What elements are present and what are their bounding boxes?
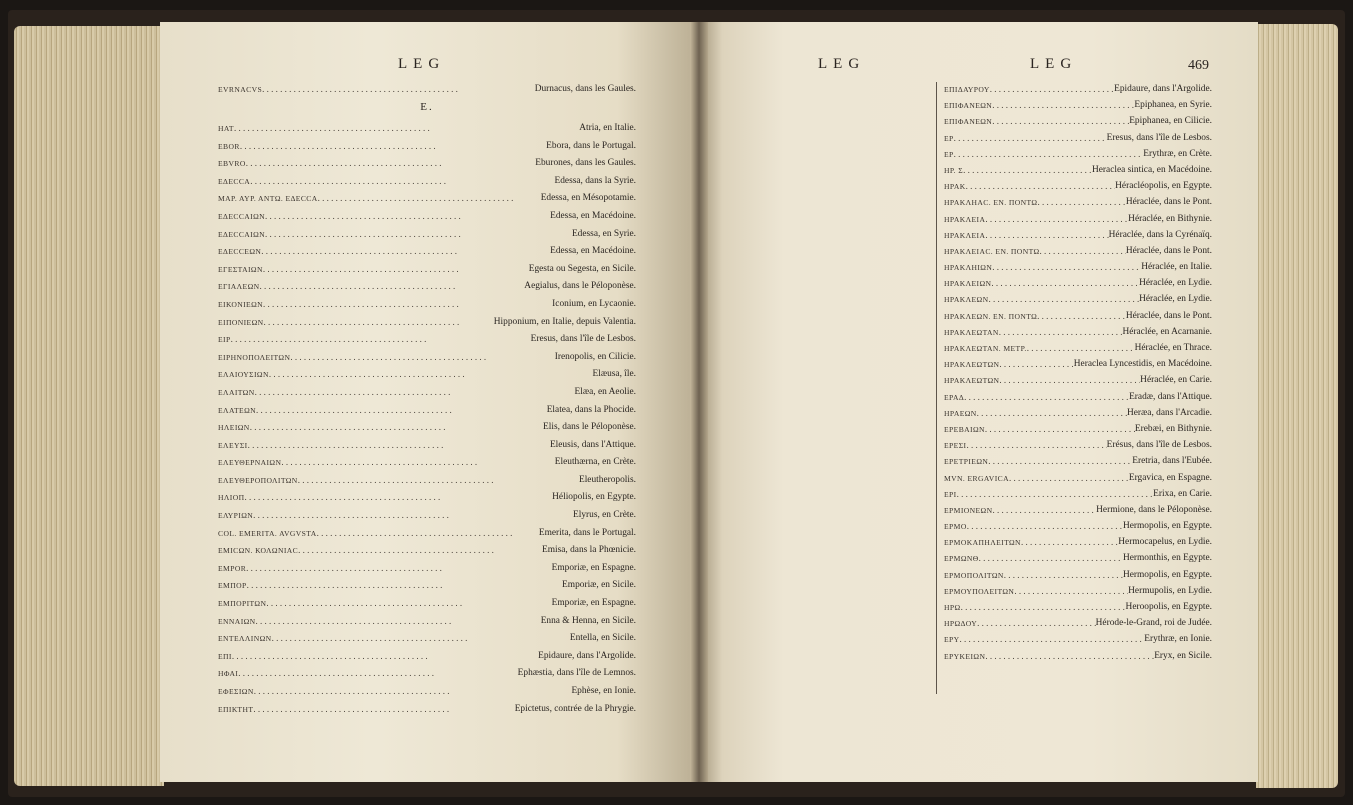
index-entry [944, 230, 1212, 241]
leader-dots [957, 489, 1154, 500]
index-entry [944, 181, 1212, 192]
index-entry [944, 537, 1212, 548]
index-entry [218, 457, 636, 468]
greek-legend: ΕΠΙ [218, 651, 232, 661]
greek-legend: EΔECCAIΩN [218, 211, 266, 221]
leader-dots [245, 492, 553, 503]
index-entry [218, 264, 636, 275]
leader-dots [960, 634, 1145, 645]
leader-dots [961, 602, 1126, 613]
index-entry [218, 246, 636, 257]
place-name: Emerita, dans le Portugal. [538, 527, 636, 538]
greek-legend: ΕΙΡΗΝΟΠΟΛΕΙΤΩΝ [218, 352, 291, 362]
leader-dots [240, 141, 546, 152]
index-entry [218, 387, 636, 398]
greek-legend: ΕΠΙΚΤΗΤ [218, 704, 254, 714]
index-entry [944, 521, 1212, 532]
index-entry [944, 278, 1212, 289]
index-entry [944, 343, 1212, 354]
place-name: Hermocapelus, en Lydie. [1118, 537, 1212, 548]
place-name: Héraclée, dans la Cyrénaïq. [1108, 229, 1212, 240]
leader-dots [272, 633, 570, 644]
leader-dots [298, 545, 542, 556]
place-name: Héraclée, dans le Pont. [1125, 310, 1212, 321]
greek-legend: ΕΡΕΣΙ [944, 441, 967, 451]
greek-legend: ΗΡΑΚΛΗΙΩΝ [944, 263, 993, 273]
leader-dots [231, 334, 531, 345]
index-entry [944, 327, 1212, 338]
index-entry [944, 149, 1212, 160]
place-name: Eleutheropolis. [578, 474, 636, 485]
greek-legend: ENNAIΩN [218, 616, 256, 626]
place-name: Eleuthærna, en Crète. [554, 457, 636, 468]
leader-dots [966, 440, 1106, 451]
place-name: Héraclée, dans le Pont. [1125, 197, 1212, 208]
leader-dots [1027, 343, 1135, 354]
index-entry [218, 352, 636, 363]
greek-legend: ΕΠΙΦΑΝΕΩΝ [944, 117, 993, 127]
greek-legend: ΕΛΑΙΟΥΣΙΩΝ [218, 370, 269, 380]
place-name: Emporiæ, en Espagne. [551, 562, 636, 573]
leader-dots [318, 193, 541, 204]
book-gutter [690, 22, 708, 782]
place-name: Erebæi, en Bithynie. [1134, 423, 1212, 434]
place-name: Egesta ou Segesta, en Sicile. [528, 263, 636, 274]
index-entry [944, 133, 1212, 144]
leader-dots [290, 352, 554, 363]
place-name: Héliopolis, en Egypte. [552, 492, 636, 503]
leader-dots [1037, 311, 1126, 322]
greek-legend: EBVRO [218, 159, 246, 169]
leader-dots [954, 149, 1144, 160]
greek-legend: ΕΓΙΑΛΕΩΝ [218, 282, 260, 292]
place-name: Epidaure, dans l'Argolide. [538, 650, 636, 661]
greek-legend: ΗΡΑΚΛΕΙΑC. ΕΝ. ΠΟΝΤΩ [944, 246, 1040, 256]
index-entry [944, 651, 1212, 662]
greek-legend: ΗΡΑΚΛΕΩΤΩΝ [944, 360, 1000, 370]
place-name: Heraclea sintica, en Macédoine. [1092, 164, 1212, 175]
greek-legend: ΕΛΕΥΘΕΡΝΑΙΩΝ [218, 458, 282, 468]
leader-dots [264, 317, 494, 328]
place-name: Eresus, dans l'île de Lesbos. [530, 334, 636, 345]
index-entry [944, 440, 1212, 451]
place-name: Héraclée, en Bithynie. [1128, 213, 1212, 224]
index-entry [218, 440, 636, 451]
greek-legend: EMPOR [218, 563, 247, 573]
greek-legend: ΗΛΕΙΩΝ [218, 423, 250, 433]
place-name: Elæusa, île. [592, 369, 636, 380]
greek-legend: ΕΡΜΩΝΘ [944, 554, 979, 564]
index-entry [944, 165, 1212, 176]
leader-dots [260, 281, 525, 292]
place-name: Heroopolis, en Egypte. [1125, 602, 1212, 612]
place-name: Emporiæ, en Sicile. [562, 580, 636, 591]
index-entry [218, 686, 636, 697]
leader-dots [967, 521, 1123, 532]
greek-legend: ΕΛΕΥΘΕΡΟΠΟΛΙΤΩΝ [218, 475, 298, 485]
greek-legend: ΕΡΑΔ [944, 392, 965, 402]
leader-dots [963, 165, 1092, 176]
index-entry [218, 176, 636, 187]
leader-dots [250, 422, 543, 433]
index-entry [944, 214, 1212, 225]
index-entry [218, 704, 636, 715]
index-entry [218, 281, 636, 292]
greek-legend: EΔECCAIΩN [218, 229, 266, 239]
place-name: Eresus, dans l'île de Lesbos. [1106, 132, 1212, 143]
place-name: Hermione, dans le Péloponèse. [1096, 504, 1212, 515]
index-entry [944, 100, 1212, 111]
greek-legend: ΕΛΑΤΕΩΝ [218, 405, 256, 415]
place-name: Heræa, dans l'Arcadie. [1127, 407, 1212, 418]
index-entry [944, 456, 1212, 467]
place-name: Epictetus, contrée de la Phrygie. [514, 703, 636, 714]
index-entry [218, 510, 636, 521]
left-page-header: LEG [398, 56, 446, 72]
index-entry [218, 545, 636, 556]
leader-dots [263, 299, 552, 310]
index-entry [218, 334, 636, 345]
place-name: Héraclée, en Lydie. [1139, 278, 1212, 289]
leader-dots [317, 528, 539, 539]
index-entry [218, 405, 636, 416]
right-index-column-b [944, 84, 1212, 667]
index-entry [944, 473, 1212, 484]
greek-legend: ΕΙΡ [218, 335, 231, 345]
greek-legend: ΗΡΑΚΛΕΙΑ [944, 230, 986, 240]
greek-legend: ΗΡΑΚΛΕΩΤΑΝ. ΜΕΤΡ. [944, 344, 1027, 353]
index-entry [944, 634, 1212, 645]
leader-dots [253, 510, 573, 521]
index-entry [218, 563, 636, 574]
greek-legend: ΗΦΑΙ [218, 669, 239, 679]
place-name: Elatea, dans la Phocide. [546, 404, 636, 415]
leader-dots [992, 505, 1096, 516]
leader-dots [265, 229, 572, 240]
greek-legend: ΕΙΠΟΝΙΕΩΝ [218, 317, 264, 327]
place-name: Hermonthis, en Egypte. [1122, 553, 1212, 564]
index-entry [944, 408, 1212, 419]
greek-legend: ΗΡΑΕΩΝ [944, 408, 977, 418]
index-entry [944, 359, 1212, 370]
place-name: Héracléopolis, en Egypte. [1115, 181, 1212, 192]
greek-legend: EΔECCEΩN [218, 247, 262, 257]
place-name: Erixa, en Carie. [1153, 488, 1212, 499]
greek-legend: ΕΡΜΟΠΟΛΙΤΩΝ [944, 570, 1004, 580]
greek-legend: ΗΡΑΚ [944, 182, 966, 192]
greek-legend: ΕΜΙCΩΝ. ΚΟΛΩΝΙΑC [218, 546, 299, 556]
greek-legend: ΕΡΜΟ [944, 522, 967, 532]
greek-legend: ΗΡΑΚΛΕΩΝ. ΕΝ. ΠΟΝΤΩ [944, 311, 1038, 321]
leader-dots [266, 598, 551, 609]
index-entry [944, 197, 1212, 208]
place-name: Hermupolis, en Lydie. [1128, 585, 1212, 596]
place-name: Epidaure, dans l'Argolide. [1114, 84, 1212, 94]
leader-dots [966, 181, 1116, 192]
index-entry [218, 158, 636, 169]
index-entry [218, 369, 636, 380]
greek-legend: ΗΡΑΚΛΕΙΑ [944, 214, 986, 224]
right-page-header-left: LEG [818, 56, 866, 72]
index-entry [944, 424, 1212, 435]
place-name: Héraclée, en Carie. [1140, 375, 1212, 386]
leader-dots [991, 278, 1139, 289]
index-entry [944, 602, 1212, 613]
leader-dots [999, 359, 1073, 370]
leader-dots [1009, 473, 1129, 484]
place-name: Elyrus, en Crète. [572, 510, 636, 521]
greek-legend: ΕΜΠΟΡ [218, 581, 247, 591]
place-name: Edessa, en Macédoine. [550, 210, 636, 221]
index-entry [944, 489, 1212, 500]
leader-dots [1040, 246, 1126, 257]
place-name: Ergavica, en Espagne. [1128, 472, 1212, 483]
place-name: Atria, en Italie. [579, 123, 636, 133]
place-name: Epiphanea, en Cilicie. [1129, 116, 1212, 127]
index-entry [944, 553, 1212, 564]
leader-dots [261, 246, 550, 257]
leader-dots [253, 704, 514, 715]
index-entry [218, 317, 636, 328]
leader-dots [990, 84, 1114, 95]
place-name: Héraclée, dans le Pont. [1125, 245, 1212, 256]
index-entry [218, 229, 636, 240]
place-name: Héraclée, en Italie. [1141, 262, 1212, 273]
index-entry [218, 598, 636, 609]
leader-dots [281, 457, 554, 468]
place-name: Enna & Henna, en Sicile. [540, 615, 636, 626]
greek-legend: ΕΝΤΕΛΛΙΝΩΝ [218, 634, 272, 644]
place-name: Heraclea Lyncestidis, en Macédoine. [1073, 359, 1212, 370]
greek-legend: ΕΛΕΥΣΙ [218, 440, 248, 450]
leader-dots [265, 211, 550, 222]
index-entry [218, 193, 636, 204]
place-name: Iconium, en Lycaonie. [552, 298, 636, 309]
place-name: Aegialus, dans le Péloponèse. [524, 281, 636, 292]
index-entry [944, 586, 1212, 597]
leader-dots [263, 264, 529, 275]
place-name: Eradæ, dans l'Attique. [1129, 391, 1212, 402]
place-name: Ephæstia, dans l'île de Lemnos. [517, 668, 636, 679]
index-entry [218, 299, 636, 310]
place-name: Edessa, dans la Syrie. [554, 175, 636, 186]
leader-dots [985, 424, 1135, 435]
greek-legend: ΕΙΚΟΝΙΕΩΝ [218, 299, 263, 309]
index-entry [944, 262, 1212, 273]
leader-dots [985, 214, 1128, 225]
greek-legend: ΗΛΙΟΠ [218, 493, 245, 503]
index-entry [218, 84, 636, 95]
greek-legend: ΕΡΜΟΚΑΠΗΛΕΙΤΩΝ [944, 538, 1021, 548]
place-name: Ebora, dans le Portugal. [546, 140, 636, 151]
index-entry [944, 375, 1212, 386]
leader-dots [246, 563, 551, 574]
leader-dots [262, 84, 535, 95]
place-name: Héraclée, en Thrace. [1134, 343, 1212, 353]
column-rule [936, 82, 937, 694]
leader-dots [992, 100, 1134, 111]
leader-dots [1004, 570, 1123, 581]
leader-dots [954, 133, 1107, 144]
greek-legend: MVN. ERGAVICA [944, 473, 1009, 483]
place-name: Hérode-le-Grand, roi de Judée. [1095, 618, 1212, 629]
place-name: Emisa, dans la Phœnicie. [542, 545, 636, 556]
place-name: Ephèse, en Ionie. [571, 686, 636, 696]
leader-dots [232, 651, 538, 662]
greek-legend: ΕΓΕΣΤΑΙΩΝ [218, 264, 263, 274]
index-entry [944, 618, 1212, 629]
greek-legend: HAT [218, 124, 234, 133]
greek-legend: ΕΡΕΒΑΙΩΝ [944, 424, 985, 434]
leader-dots [977, 408, 1127, 419]
greek-legend: ΗΡΩΔΟΥ [944, 619, 978, 629]
leader-dots [247, 580, 562, 591]
index-entry [944, 294, 1212, 305]
greek-legend: ΗΡ. Σ [944, 165, 964, 175]
place-name: Irenopolis, en Cilicie. [554, 351, 636, 362]
index-entry [944, 116, 1212, 127]
greek-legend: ΕΦΕΣΙΩΝ [218, 687, 254, 696]
index-entry [944, 84, 1212, 95]
leader-dots [999, 327, 1123, 338]
leader-dots [234, 123, 579, 134]
leader-dots [999, 375, 1140, 386]
place-name: Hermopolis, en Egypte. [1122, 521, 1212, 532]
index-entry [218, 651, 636, 662]
greek-legend: ΕΡΥ [944, 635, 960, 645]
place-name: Erésus, dans l'île de Lesbos. [1106, 440, 1212, 451]
greek-legend: ΕΡΕΤΡΙΕΩΝ [944, 457, 989, 467]
greek-legend: ΗΡΑΚΛΕΩΤΑΝ [944, 327, 999, 337]
place-name: Elæa, en Aeolie. [574, 386, 636, 397]
index-entry [218, 668, 636, 679]
place-name: Eburones, dans les Gaules. [535, 158, 636, 169]
greek-legend: ΕΜΠΟΡΙΤΩΝ [218, 599, 267, 609]
place-name: Durnacus, dans les Gaules. [534, 84, 636, 94]
place-name: Héraclée, en Acarnanie. [1122, 326, 1212, 337]
index-entry [218, 580, 636, 591]
place-name: Emporiæ, en Espagne. [551, 598, 636, 609]
leader-dots [977, 618, 1096, 629]
leader-dots [1021, 537, 1118, 548]
greek-legend: ΕΡΜΟΥΠΟΛΕΙΤΩΝ [944, 586, 1015, 596]
index-entry [218, 475, 636, 486]
leader-dots [256, 616, 541, 627]
greek-legend: ΕΡΜΙΟΝΕΩΝ [944, 505, 993, 515]
leader-dots [246, 158, 535, 169]
place-name: Hermopolis, en Egypte. [1122, 569, 1212, 580]
greek-legend: ΗΡΩ [944, 603, 961, 612]
leader-dots [269, 369, 593, 380]
leader-dots [238, 668, 517, 679]
index-entry [944, 570, 1212, 581]
place-name: Eleusis, dans l'Attique. [549, 439, 636, 450]
place-name: Epiphanea, en Syrie. [1134, 100, 1212, 111]
index-entry [944, 392, 1212, 403]
index-entry [218, 123, 636, 134]
greek-legend: ΗΡΑΚΛΕΩΤΩΝ [944, 376, 1000, 386]
greek-legend: ΕΔΕCCA [218, 176, 251, 186]
place-name: Eretria, dans l'Eubée. [1132, 456, 1212, 467]
place-name: Erythræ, en Crète. [1143, 148, 1212, 159]
greek-legend: ΕΛΑΙΤΩΝ [218, 387, 255, 397]
leader-dots [1037, 197, 1125, 208]
leader-dots [988, 294, 1139, 305]
leader-dots [985, 651, 1154, 662]
leader-dots [992, 116, 1129, 127]
place-name: Héraclée, en Lydie. [1139, 294, 1212, 305]
index-entry [218, 528, 636, 539]
right-page-edges [1256, 24, 1338, 788]
greek-legend: ΗΡΑΚΛΗΑC. ΕΝ. ΠΟΝΤΩ [944, 198, 1038, 208]
index-entry [218, 492, 636, 503]
leader-dots [992, 262, 1141, 273]
greek-legend: MAP. AYP. ANTΩ. EΔECCA [218, 194, 318, 204]
place-name: Hipponium, en Italie, depuis Valentia. [493, 316, 636, 327]
greek-legend: ΕΡΙ [944, 489, 957, 499]
index-entry [944, 505, 1212, 516]
index-entry [218, 141, 636, 152]
page-number: 469 [1188, 58, 1209, 73]
greek-legend: EVRNACVS [218, 85, 263, 94]
place-name: Erythræ, en Ionie. [1144, 634, 1212, 645]
place-name: Elis, dans le Péloponèse. [543, 422, 636, 433]
greek-legend: ΗΡΑΚΛΕΩΝ [944, 295, 989, 305]
leader-dots [298, 475, 579, 486]
leader-dots [255, 387, 575, 398]
place-name: Edessa, en Macédoine. [550, 246, 636, 257]
leader-dots [985, 230, 1108, 241]
greek-legend: EBOR [218, 141, 240, 151]
section-letter: E. [420, 101, 434, 113]
index-entry [218, 616, 636, 627]
index-entry [218, 422, 636, 433]
greek-legend: ΕΛΥΡΙΩΝ [218, 511, 254, 521]
index-entry [218, 211, 636, 222]
greek-legend: ΕΡ [944, 149, 954, 159]
greek-legend: ΕΡΥΚΕΙΩΝ [944, 651, 986, 661]
right-page-header-right: LEG [1030, 56, 1078, 72]
index-entry [218, 633, 636, 644]
greek-legend: ΕΠΙΔΑΥΡΟΥ [944, 85, 990, 94]
index-entry [944, 311, 1212, 322]
greek-legend: ΗΡΑΚΛΕΙΩΝ [944, 279, 992, 289]
greek-legend: ΕΠΙΦΑΝΕΩΝ [944, 101, 993, 111]
leader-dots [1014, 586, 1128, 597]
leader-dots [250, 176, 554, 187]
left-index-column [218, 84, 636, 721]
place-name: Entella, en Sicile. [569, 633, 636, 644]
place-name: Edessa, en Syrie. [571, 228, 636, 239]
leader-dots [964, 392, 1129, 403]
greek-legend: COL. EMERITA. AVGVSTA [218, 528, 317, 538]
leader-dots [254, 686, 572, 697]
index-entry [944, 246, 1212, 257]
leader-dots [256, 405, 547, 416]
leader-dots [979, 553, 1123, 564]
leader-dots [988, 456, 1132, 467]
greek-legend: ΕΡ [944, 133, 954, 143]
leader-dots [248, 440, 550, 451]
left-page-edges [14, 26, 164, 786]
place-name: Eryx, en Sicile. [1154, 650, 1212, 661]
place-name: Edessa, en Mésopotamie. [540, 193, 636, 204]
